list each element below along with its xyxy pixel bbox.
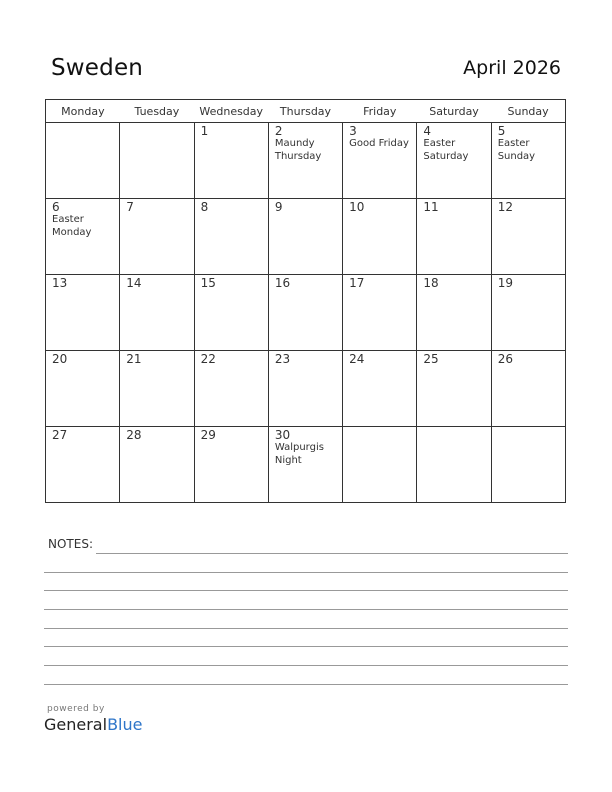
day-cell (491, 351, 565, 427)
weekday-saturday: Saturday (417, 100, 491, 123)
day-number: 22 (200, 352, 216, 366)
day-number: 16 (274, 276, 291, 290)
day-cell (194, 427, 268, 503)
day-number: 2 (274, 124, 283, 138)
day-number: 24 (349, 352, 365, 366)
day-cell (417, 123, 491, 199)
day-cell (46, 275, 120, 351)
day-number: 1 (200, 124, 209, 138)
weekday-thursday: Thursday (268, 100, 342, 123)
day-number: 28 (126, 428, 142, 442)
day-cell (46, 123, 120, 199)
day-number: 23 (274, 352, 291, 366)
day-number: 11 (423, 200, 439, 214)
day-number: 29 (200, 428, 216, 442)
day-number: 4 (423, 124, 432, 138)
powered-by-text: powered by (47, 704, 105, 714)
day-number: 21 (126, 352, 142, 366)
day-cell (491, 123, 565, 199)
day-cell (120, 427, 194, 503)
notes-label: NOTES: (48, 537, 93, 551)
generalblue-logo (44, 704, 142, 734)
day-cell (343, 351, 417, 427)
holiday-label: Easter Monday (52, 214, 92, 238)
day-number: 20 (52, 352, 68, 366)
day-cell (194, 199, 268, 275)
day-number: 25 (423, 352, 439, 366)
day-cell (46, 199, 120, 275)
week-row-5 (46, 427, 566, 503)
holiday-label: Maundy Thursday (274, 138, 322, 162)
day-number: 5 (497, 124, 506, 138)
day-cell (417, 275, 491, 351)
weekday-friday: Friday (343, 100, 417, 123)
weekday-sunday: Sunday (491, 100, 565, 123)
day-cell (120, 199, 194, 275)
brand-blue-text: Blue (107, 715, 143, 734)
note-line (44, 684, 568, 685)
day-cell (194, 351, 268, 427)
day-number: 27 (52, 428, 68, 442)
day-number: 7 (126, 200, 134, 214)
country-title: Sweden (51, 55, 144, 81)
day-number: 3 (349, 124, 357, 138)
day-cell (343, 427, 417, 503)
day-number: 12 (497, 200, 513, 214)
day-number: 17 (349, 276, 365, 290)
day-cell (46, 427, 120, 503)
note-line (96, 553, 568, 554)
day-cell (417, 427, 491, 503)
day-cell (491, 199, 565, 275)
day-cell (120, 123, 194, 199)
day-cell (343, 275, 417, 351)
day-cell (268, 351, 342, 427)
day-cell (268, 275, 342, 351)
day-cell (194, 123, 268, 199)
day-number: 19 (497, 276, 513, 290)
day-number: 14 (126, 276, 142, 290)
day-cell (491, 427, 565, 503)
day-cell (417, 351, 491, 427)
day-cell (268, 427, 342, 503)
day-cell (268, 199, 342, 275)
week-row-3 (46, 275, 566, 351)
day-cell (46, 351, 120, 427)
weekday-header-row (46, 100, 566, 123)
day-number: 8 (200, 200, 209, 214)
note-line (44, 628, 568, 629)
month-title: April 2026 (463, 57, 561, 79)
day-cell (120, 275, 194, 351)
day-number: 18 (423, 276, 439, 290)
note-line (44, 590, 568, 591)
brand-general-text: General (44, 715, 108, 734)
weekday-monday: Monday (46, 100, 120, 123)
day-number: 6 (52, 200, 60, 214)
day-cell (194, 275, 268, 351)
day-cell (343, 199, 417, 275)
week-row-4 (46, 351, 566, 427)
day-cell (417, 199, 491, 275)
holiday-label: Walpurgis Night (274, 442, 324, 466)
day-cell (268, 123, 342, 199)
day-cell (120, 351, 194, 427)
holiday-label: Easter Saturday (423, 138, 469, 162)
day-number: 9 (274, 200, 283, 214)
day-number: 10 (349, 200, 365, 214)
week-row-2 (46, 199, 566, 275)
weekday-tuesday: Tuesday (120, 100, 194, 123)
brand-name (44, 715, 142, 734)
holiday-label: Good Friday (349, 138, 409, 149)
day-cell (343, 123, 417, 199)
note-line (44, 609, 568, 610)
note-line (44, 646, 568, 647)
week-row-1 (46, 123, 566, 199)
day-number: 15 (200, 276, 216, 290)
day-number: 30 (274, 428, 291, 442)
day-number: 13 (52, 276, 68, 290)
calendar-grid (45, 99, 566, 503)
day-cell (491, 275, 565, 351)
weekday-wednesday: Wednesday (194, 100, 268, 123)
day-number: 26 (497, 352, 513, 366)
note-line (44, 665, 568, 666)
holiday-label: Easter Sunday (497, 138, 536, 162)
note-line (44, 572, 568, 573)
